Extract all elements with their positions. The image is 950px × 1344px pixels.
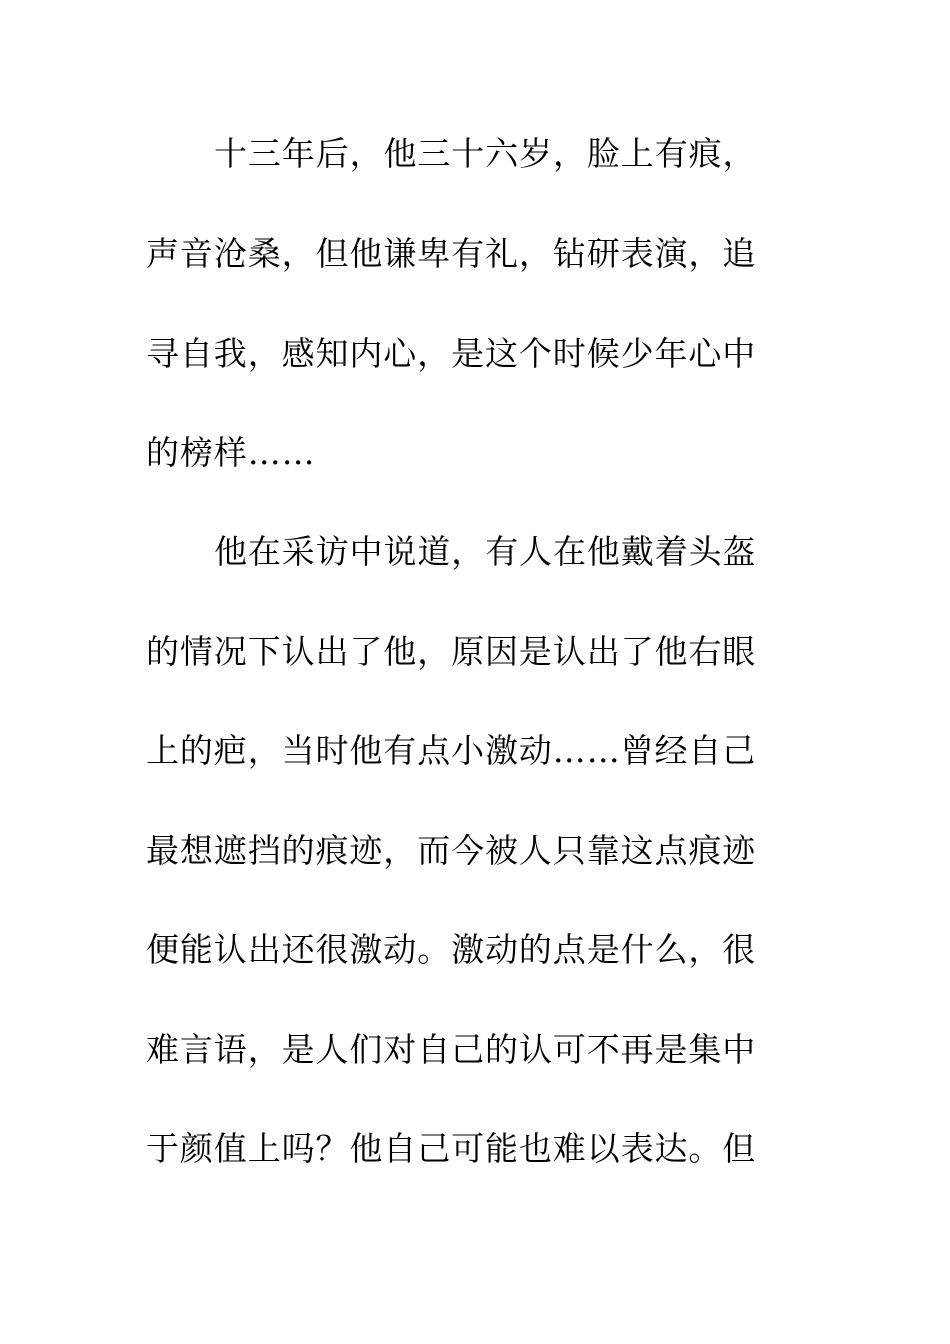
text-line: 最想遮挡的痕迹，而今被人只靠这点痕迹: [146, 831, 757, 870]
text-line: 便能认出还很激动。激动的点是什么，很: [146, 930, 757, 969]
text-line: 的榜样……: [146, 433, 316, 472]
text-line: 十三年后，他三十六岁，脸上有痕，: [214, 134, 757, 173]
text-line: 的情况下认出了他，原因是认出了他右眼: [146, 632, 757, 671]
text-line: 上的疤，当时他有点小激动……曾经自己: [146, 731, 757, 770]
text-line: 于颜值上吗？他自己可能也难以表达。但: [146, 1129, 757, 1168]
text-line: 寻自我，感知内心，是这个时候少年心中: [146, 334, 757, 373]
text-line: 他在采访中说道，有人在他戴着头盔: [214, 532, 757, 571]
text-line: 声音沧桑，但他谦卑有礼，钻研表演，追: [146, 234, 757, 273]
text-line: 难言语，是人们对自己的认可不再是集中: [146, 1030, 757, 1069]
